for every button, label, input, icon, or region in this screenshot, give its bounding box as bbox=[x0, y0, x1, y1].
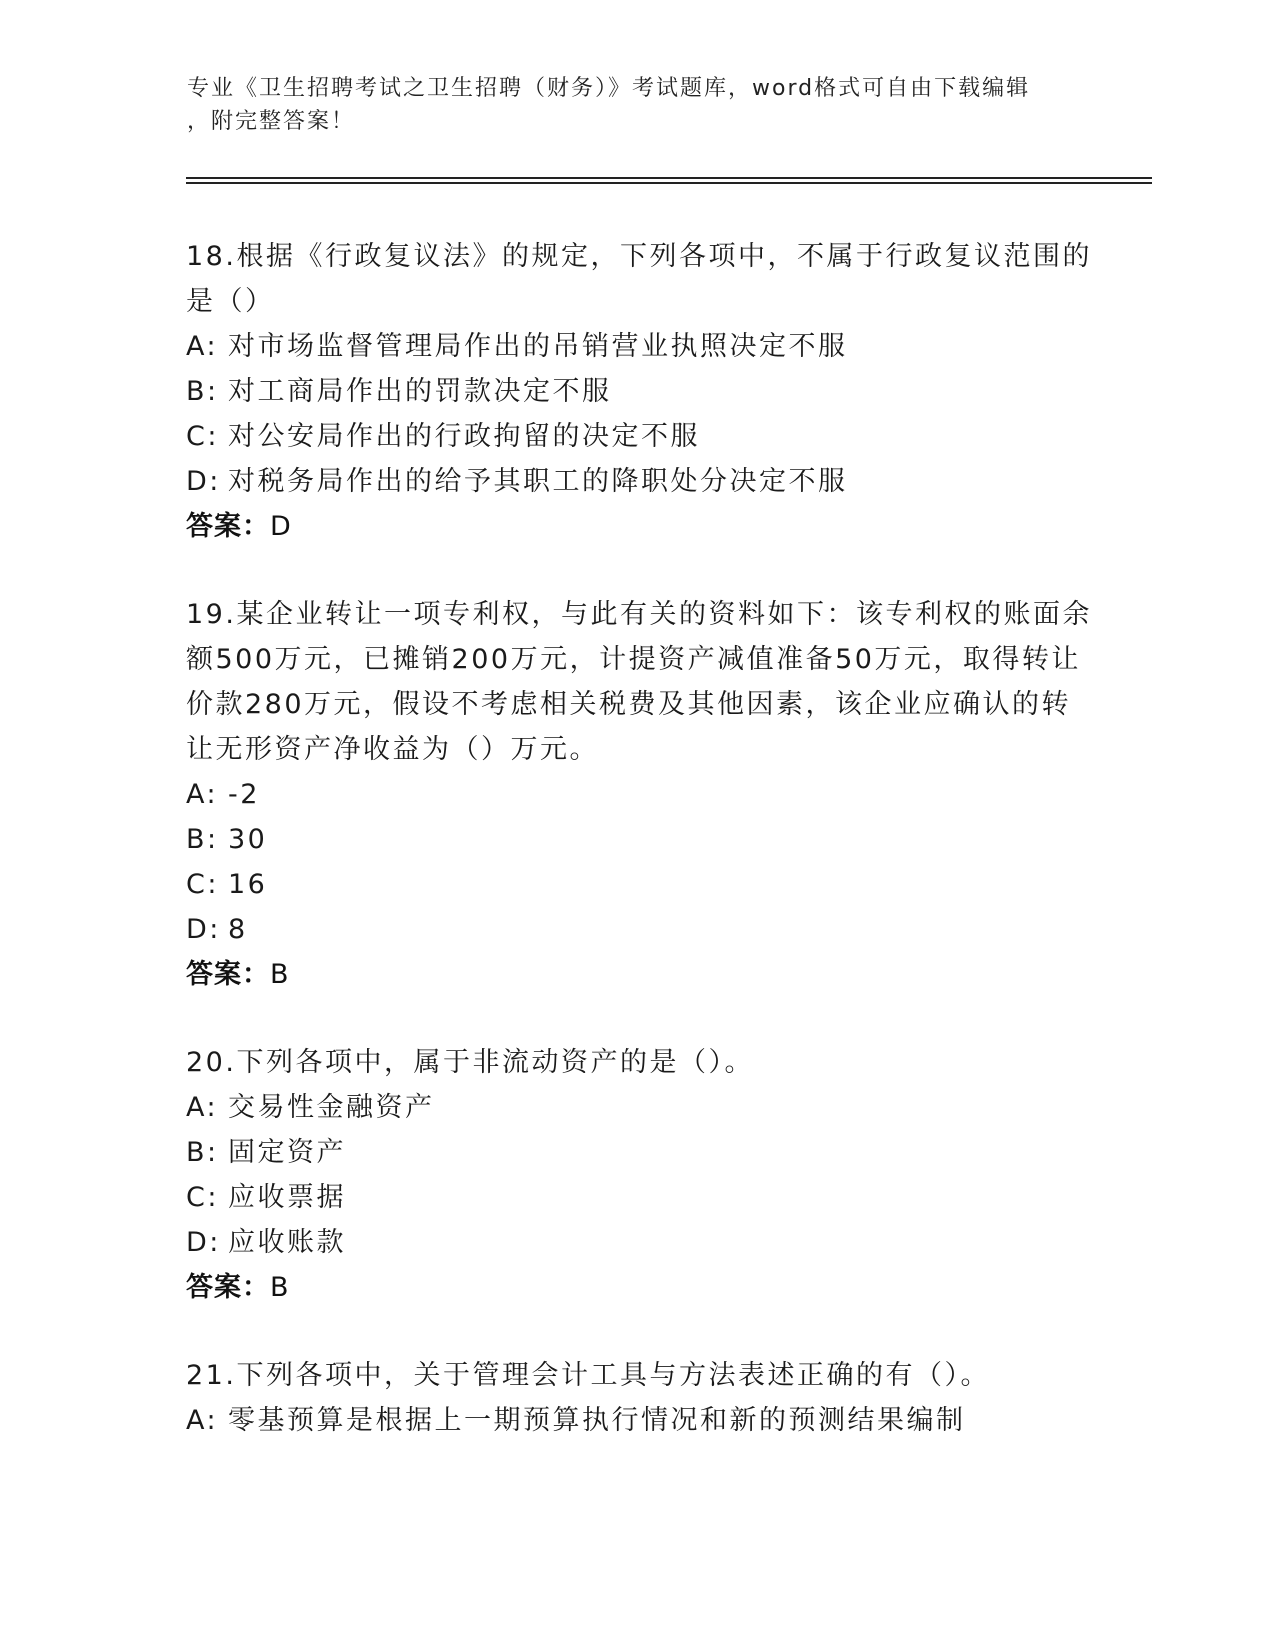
option-text: 对税务局作出的给予其职工的降职处分决定不服 bbox=[228, 466, 848, 497]
stem-line: 让无形资产净收益为（）万元。 bbox=[186, 734, 599, 765]
answer-value: B bbox=[270, 1272, 290, 1303]
question-stem bbox=[186, 1040, 1086, 1085]
document-header bbox=[187, 72, 1087, 138]
option-text: 应收票据 bbox=[228, 1182, 346, 1213]
option-text: 8 bbox=[228, 914, 248, 945]
question-18 bbox=[186, 234, 1092, 549]
spacer bbox=[186, 997, 1086, 1040]
option-b bbox=[186, 369, 1086, 414]
option-c bbox=[186, 1175, 1086, 1220]
stem-line: 19.某企业转让一项专利权，与此有关的资料如下：该专利权的账面余 bbox=[186, 599, 1092, 630]
answer-line bbox=[186, 1265, 1086, 1310]
answer-label: 答案： bbox=[186, 959, 270, 990]
option-letter: B: bbox=[186, 376, 219, 407]
option-letter: A: bbox=[186, 331, 219, 362]
header-divider-bottom bbox=[186, 182, 1152, 184]
stem-line: 价款280万元，假设不考虑相关税费及其他因素，该企业应确认的转 bbox=[186, 689, 1072, 720]
option-text: -2 bbox=[228, 779, 260, 810]
stem-line: 18.根据《行政复议法》的规定，下列各项中，不属于行政复议范围的 bbox=[186, 241, 1092, 272]
option-letter: B: bbox=[186, 824, 219, 855]
answer-label: 答案： bbox=[186, 511, 270, 542]
option-text: 对公安局作出的行政拘留的决定不服 bbox=[228, 421, 700, 452]
question-stem bbox=[186, 1353, 1086, 1398]
option-letter: D: bbox=[186, 914, 221, 945]
stem-line: 额500万元，已摊销200万元，计提资产减值准备50万元，取得转让 bbox=[186, 644, 1081, 675]
option-text: 30 bbox=[228, 824, 268, 855]
option-letter: B: bbox=[186, 1137, 219, 1168]
header-line-2: ，附完整答案！ bbox=[187, 109, 356, 134]
stem-line: 20.下列各项中，属于非流动资产的是（）。 bbox=[186, 1047, 754, 1078]
header-line-1: 专业《卫生招聘考试之卫生招聘（财务）》考试题库，word格式可自由下载编辑 bbox=[187, 76, 1031, 101]
option-letter: D: bbox=[186, 466, 221, 497]
option-d bbox=[186, 1220, 1086, 1265]
question-21 bbox=[186, 1353, 1086, 1443]
option-letter: A: bbox=[186, 1405, 219, 1436]
header-divider-top bbox=[186, 177, 1152, 179]
question-stem bbox=[186, 592, 1092, 772]
option-letter: A: bbox=[186, 1092, 219, 1123]
answer-value: B bbox=[270, 959, 290, 990]
option-letter: C: bbox=[186, 1182, 219, 1213]
option-c bbox=[186, 414, 1086, 459]
option-text: 零基预算是根据上一期预算执行情况和新的预测结果编制 bbox=[228, 1405, 966, 1436]
answer-line bbox=[186, 504, 1086, 549]
answer-value: D bbox=[270, 511, 292, 542]
answer-label: 答案： bbox=[186, 1272, 270, 1303]
option-text: 交易性金融资产 bbox=[228, 1092, 435, 1123]
option-letter: D: bbox=[186, 1227, 221, 1258]
option-a bbox=[186, 772, 1086, 817]
option-text: 对市场监督管理局作出的吊销营业执照决定不服 bbox=[228, 331, 848, 362]
answer-line bbox=[186, 952, 1086, 997]
question-19 bbox=[186, 592, 1092, 997]
option-b bbox=[186, 1130, 1086, 1175]
option-d bbox=[186, 459, 1086, 504]
option-letter: C: bbox=[186, 869, 219, 900]
option-text: 应收账款 bbox=[228, 1227, 346, 1258]
option-d bbox=[186, 907, 1086, 952]
option-a bbox=[186, 1085, 1086, 1130]
question-20 bbox=[186, 1040, 1086, 1310]
option-a bbox=[186, 324, 1086, 369]
option-c bbox=[186, 862, 1086, 907]
option-letter: C: bbox=[186, 421, 219, 452]
option-text: 固定资产 bbox=[228, 1137, 346, 1168]
stem-line: 21.下列各项中，关于管理会计工具与方法表述正确的有（）。 bbox=[186, 1360, 990, 1391]
option-text: 对工商局作出的罚款决定不服 bbox=[228, 376, 612, 407]
question-list bbox=[186, 234, 1092, 1443]
spacer bbox=[186, 1310, 1086, 1353]
stem-line: 是（） bbox=[186, 286, 275, 317]
option-text: 16 bbox=[228, 869, 268, 900]
option-b bbox=[186, 817, 1086, 862]
question-stem bbox=[186, 234, 1092, 324]
option-letter: A: bbox=[186, 779, 219, 810]
spacer bbox=[186, 549, 1086, 592]
option-a bbox=[186, 1398, 1086, 1443]
